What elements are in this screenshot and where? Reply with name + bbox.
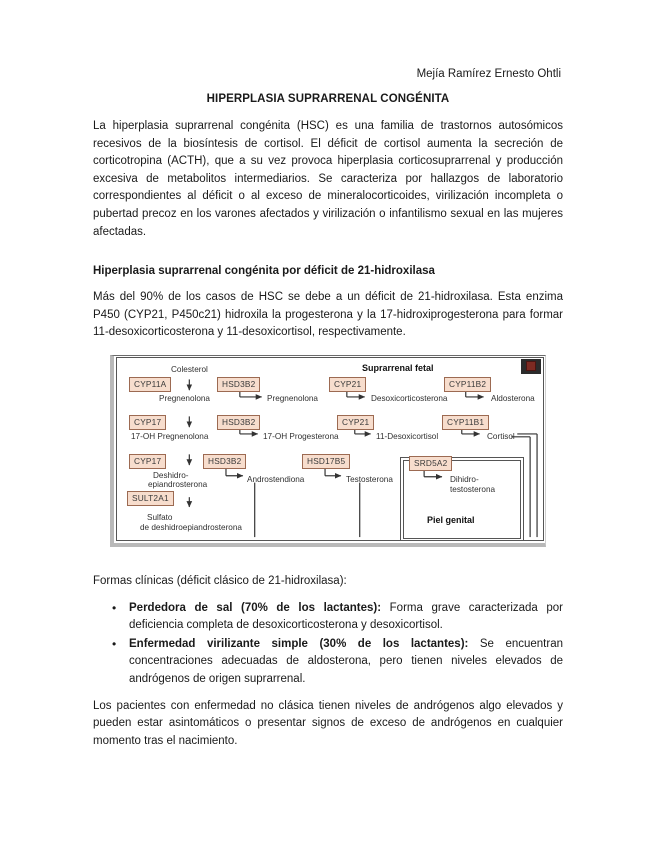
document-content [93,66,563,759]
enzyme-cyp17-row2: CYP17 [129,415,166,430]
enzyme-hsd17b5: HSD17B5 [302,454,350,469]
list-item [129,600,563,635]
label-dhea-line2: epiandrosterona [148,479,208,489]
label-sulfato-line2: de deshidroepiandrosterona [140,522,242,532]
bullet-1-rest: Forma grave caracterizada por deficiencia completa de desoxicorticosterona y desoxicortisol. [129,601,564,632]
clinical-forms-list [93,600,563,689]
bullet-2-rest: Se encuentran concentraciones adecuadas de aldosterona, pero tienen niveles elevados de andrógenos de origen suprarrenal. [129,637,563,685]
figure-inner-frame [116,357,544,541]
genital-skin-panel [403,460,521,539]
label-dihidro-line1: Dihidro- [450,474,479,484]
label-pregnenolona-1: Pregnenolona [159,393,210,403]
enzyme-cyp21-row1: CYP21 [329,377,366,392]
genital-panel-title: Piel genital [427,514,475,525]
list-item [129,636,563,689]
pdf-glyph-icon [526,361,536,371]
enzyme-hsd3b2-row3: HSD3B2 [203,454,246,469]
label-17oh-pregnenolona: 17-OH Pregnenolona [131,431,209,441]
label-dihidro-line2: testosterona [450,484,496,494]
label-dhea-line1: Deshidro- [153,470,189,480]
clinical-forms-intro: Formas clínicas (déficit clásico de 21-hidroxilasa): [93,574,347,587]
closing-paragraph: Los pacientes con enfermedad no clásica tienen niveles de andrógenos algo elevados y pueden estar asintomáticos o presentar signos de exceso de andrógenos en cualquier momento tras el nacimiento. [93,699,563,747]
enzyme-cyp11b1: CYP11B1 [442,415,489,430]
enzyme-srd5a2: SRD5A2 [409,456,452,471]
bullet-2-bold: Enfermedad virilizante simple (30% de los lactantes): [129,637,469,650]
enzyme-sult2a1: SULT2A1 [127,491,174,506]
figure-header-title: Suprarrenal fetal [362,362,434,373]
enzyme-hsd3b2-row1: HSD3B2 [217,377,260,392]
label-11-desoxicortisol: 11-Desoxicortisol [376,431,439,441]
bullet-1-bold: Perdedora de sal (70% de los lactantes): [129,601,382,614]
enzyme-cyp17-row3: CYP17 [129,454,166,469]
label-aldosterona: Aldosterona [491,393,535,403]
label-sulfato-line1: Sulfato [147,512,173,522]
label-desoxicorticosterona: Desoxicorticosterona [371,393,448,403]
pdf-badge-icon [521,359,541,374]
section-paragraph: Más del 90% de los casos de HSC se debe a un déficit de 21-hidroxilasa. Esta enzima P450 (CYP21, P450c21) hidroxila la progesterona y la 17-hidroxiprogesterona para formar 11-desoxicorticosterona y 11-desoxicortisol, respectivamente. [93,291,563,339]
label-cortisol: Cortisol [487,431,515,441]
steroidogenesis-figure [110,355,546,547]
enzyme-hsd3b2-row2: HSD3B2 [217,415,260,430]
enzyme-cyp11b2: CYP11B2 [444,377,491,392]
label-androstendiona: Androstendiona [247,474,305,484]
steroidogenesis-figure-container [93,355,563,547]
page-title: HIPERPLASIA SUPRARRENAL CONGÉNITA [206,93,450,105]
label-17oh-progesterona: 17-OH Progesterona [263,431,339,441]
section-heading: Hiperplasia suprarrenal congénita por déficit de 21-hidroxilasa [93,265,435,278]
enzyme-cyp11a: CYP11A [129,377,171,392]
label-pregnenolona-2: Pregnenolona [267,393,318,403]
label-testosterona: Testosterona [346,474,393,484]
author-name: Mejía Ramírez Ernesto Ohtli [416,68,561,80]
intro-paragraph: La hiperplasia suprarrenal congénita (HSC) es una familia de trastornos autosómicos recesivos de la biosíntesis de cortisol. El déficit de cortisol aumenta la secreción de corticotropina (ACTH), que a su vez provoca hiperplasia corticosuprarrenal y producción excesiva de metabolitos intermediarios. Se caracteriza por hallazgos de laboratorio correspondientes al déficit o al exceso de mineralocorticoides, virilización incompleta o pubertad precoz en los varones afectados y virilización o infantilismo sexual en las mujeres afectadas. [93,120,563,238]
label-colesterol: Colesterol [171,364,208,374]
enzyme-cyp21-row2: CYP21 [337,415,374,430]
